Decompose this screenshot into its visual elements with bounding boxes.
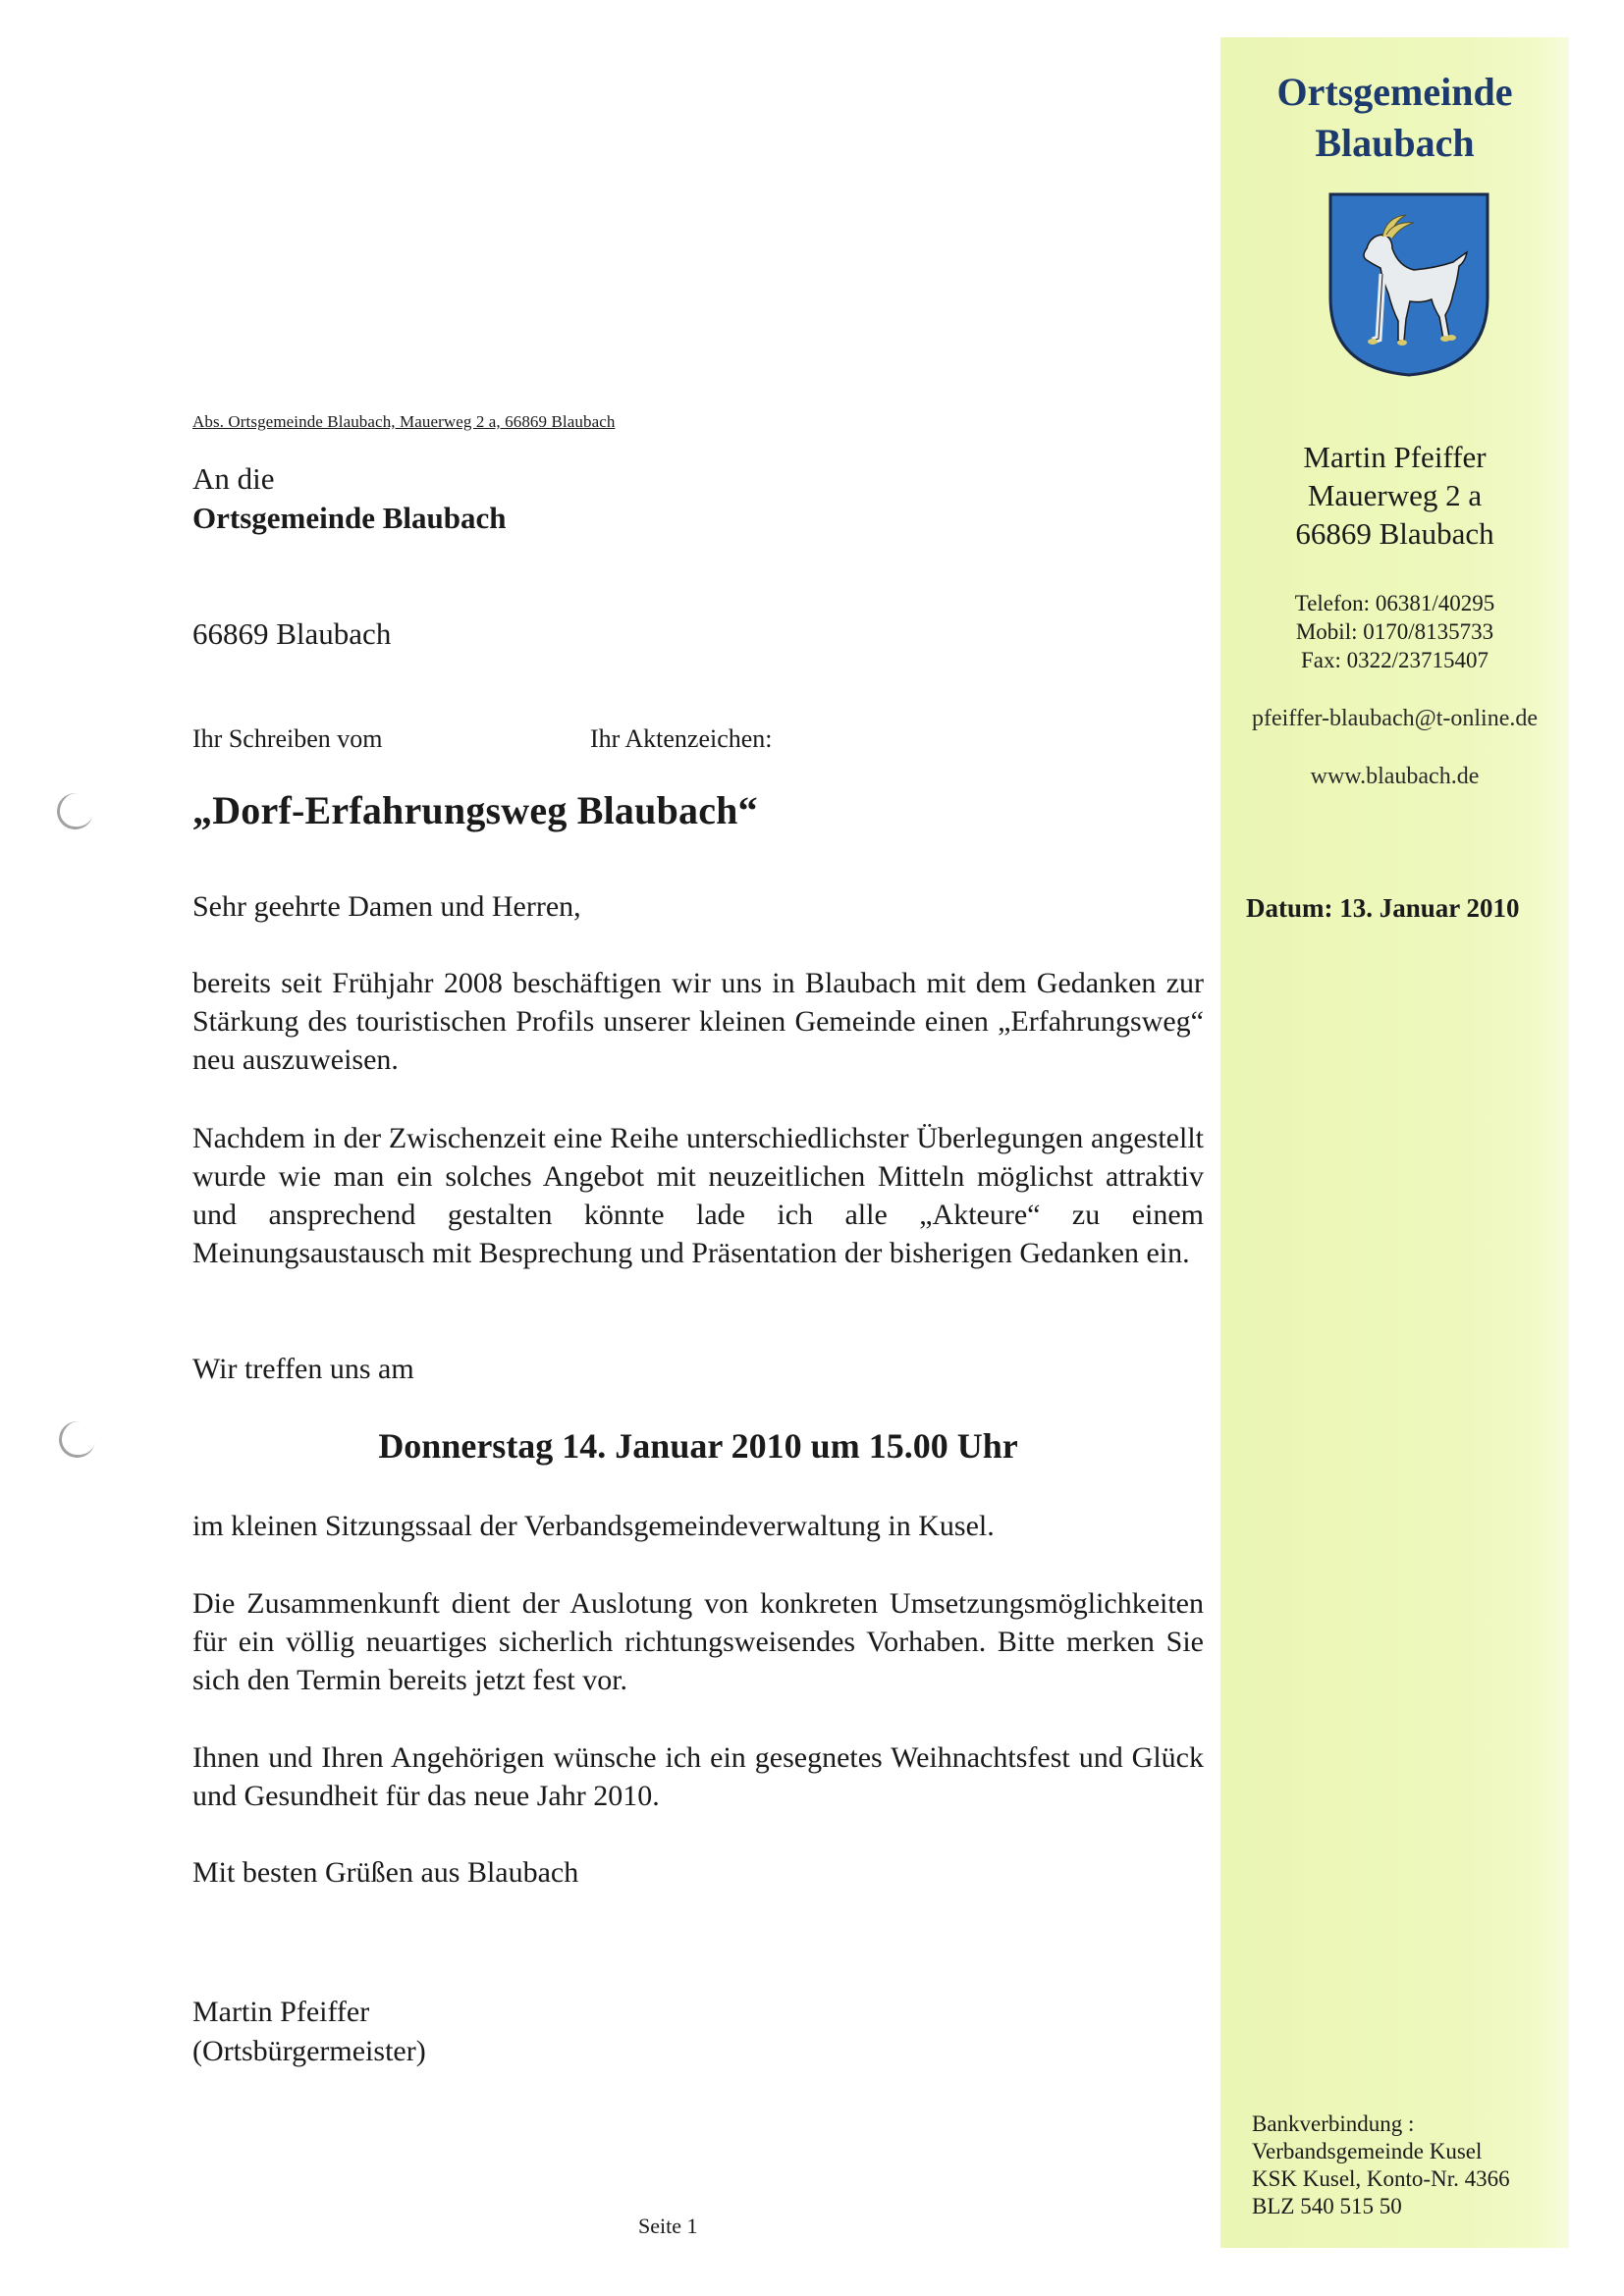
bank-blz: BLZ 540 515 50 (1252, 2194, 1402, 2218)
bank-label: Bankverbindung : (1252, 2111, 1415, 2136)
sidebar-title-line2: Blaubach (1315, 121, 1475, 165)
paragraph-location: im kleinen Sitzungssaal der Verbandsgemeindeverwaltung in Kusel. (192, 1510, 995, 1542)
sidebar-address (1220, 438, 1569, 553)
bank-holder: Verbandsgemeinde Kusel (1252, 2139, 1483, 2163)
goat-coat-of-arms-icon (1327, 191, 1490, 378)
sidebar-city: 66869 Blaubach (1295, 516, 1494, 551)
paragraph-greetings: Ihnen und Ihren Angehörigen wünsche ich ein gesegnetes Weihnachtsfest und Glück und Gesundheit für das neue Jahr 2010. (192, 1741, 1204, 1812)
paragraph-intro: bereits seit Frühjahr 2008 beschäftigen wir uns in Blaubach mit dem Gedanken zur Stärkung des touristischen Profils unserer kleinen Gemeinde einen „Erfahrungsweg“ neu auszuweisen. (192, 967, 1204, 1076)
meeting-date: Donnerstag 14. Januar 2010 um 15.00 Uhr (378, 1426, 1018, 1466)
letter-date: Datum: 13. Januar 2010 (1246, 893, 1520, 923)
subject-heading: „Dorf-Erfahrungsweg Blaubach“ (192, 788, 758, 832)
sidebar-website-link[interactable]: www.blaubach.de (1310, 764, 1480, 789)
letterhead-sidebar (1220, 37, 1569, 2248)
signature-title: (Ortsbürgermeister) (192, 2035, 426, 2067)
bank-details (1252, 2110, 1569, 2220)
sidebar-contact (1220, 589, 1569, 674)
page-number: Seite 1 (638, 2214, 698, 2238)
signature-name: Martin Pfeiffer (192, 1996, 370, 2028)
sidebar-fax: Fax: 0322/23715407 (1300, 648, 1489, 672)
sidebar-mobile: Mobil: 0170/8135733 (1295, 619, 1494, 644)
recipient-name: Ortsgemeinde Blaubach (192, 501, 507, 535)
punch-hole-mark-bottom (56, 1418, 98, 1461)
sidebar-phone: Telefon: 06381/40295 (1294, 591, 1495, 615)
sidebar-title-line1: Ortsgemeinde (1276, 70, 1513, 114)
punch-hole-mark-top (54, 790, 96, 832)
recipient-line1: An die (192, 461, 275, 496)
paragraph-purpose: Die Zusammenkunft dient der Auslotung von konkreten Umsetzungsmöglichkeiten für ein völlig neuartiges sicherlich richtungsweisendes Vorhaben. Bitte merken Sie sich den Termin bereits jetzt fest vor. (192, 1587, 1204, 1696)
sidebar-street: Mauerweg 2 a (1307, 478, 1483, 512)
your-reference-label: Ihr Aktenzeichen: (590, 724, 773, 753)
your-letter-label: Ihr Schreiben vom (192, 724, 383, 753)
sidebar-title (1220, 67, 1569, 169)
closing: Mit besten Grüßen aus Blaubach (192, 1856, 579, 1889)
sidebar-email-link[interactable]: pfeiffer-blaubach@t-online.de (1251, 706, 1539, 731)
paragraph-invitation: Nachdem in der Zwischenzeit eine Reihe unterschiedlichster Überlegungen angestellt wurde wie man ein solches Angebot mit neuzeitlichen Mitteln möglichst attraktiv und ansprechend gestalten könnte lade ich alle „Akteure“ zu einem Meinungsaustausch mit Besprechung und Präsentation der bisherigen Gedanken ein. (192, 1122, 1204, 1269)
salutation: Sehr geehrte Damen und Herren, (192, 890, 581, 923)
paragraph-meeting-lead: Wir treffen uns am (192, 1353, 414, 1385)
sender-return-address: Abs. Ortsgemeinde Blaubach, Mauerweg 2 a, 66869 Blaubach (192, 412, 616, 431)
recipient-city: 66869 Blaubach (192, 616, 392, 651)
bank-account: KSK Kusel, Konto-Nr. 4366 (1252, 2166, 1510, 2191)
sidebar-name: Martin Pfeiffer (1303, 440, 1487, 474)
